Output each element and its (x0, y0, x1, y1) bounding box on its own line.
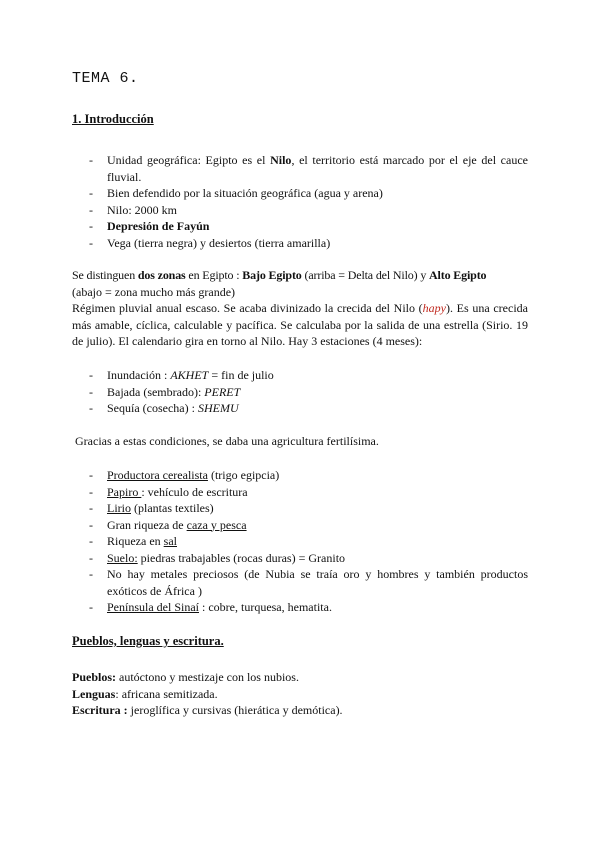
dash-bullet: - (89, 235, 93, 250)
dash-bullet: - (89, 501, 93, 515)
dash-bullet: - (89, 153, 93, 167)
dash-bullet: - (89, 368, 93, 382)
list-item: - Vega (tierra negra) y desiertos (tierra amarilla) (89, 235, 331, 250)
dash-bullet: - (89, 202, 93, 217)
list-item: - Depresión de Fayún (89, 219, 210, 233)
nile-paragraph: Régimen pluvial anual escaso. Se acaba divinizado la crecida del Nilo (hapy). Es una crecida más amable, cíclica, calculable y pacífica. Se calculaba por la salida de una estrella (Sirio. 19 de julio). El calendario gira en torno al Nilo. Hay 3 estaciones (4 meses): (72, 301, 528, 348)
zones-paragraph: Se distinguen dos zonas en Egipto : Bajo Egipto (arriba = Delta del Nilo) y Alto Egipto (abajo = zona mucho más grande) (72, 268, 487, 299)
list-item: - Inundación : AKHET = fin de julio (89, 368, 274, 382)
dash-bullet: - (89, 517, 93, 532)
dash-bullet: - (89, 219, 93, 233)
list-item: - Riqueza en sal (89, 534, 177, 548)
dash-bullet: - (89, 401, 93, 415)
dash-bullet: - (89, 186, 93, 200)
dash-bullet: - (89, 484, 93, 499)
geography-list (72, 152, 528, 251)
list-item: - No hay metales preciosos (de Nubia se traía oro y hombres y también productos exóticos de África ) (89, 567, 528, 598)
dash-bullet: - (89, 384, 93, 399)
list-item: - Papiro : vehículo de escritura (89, 484, 248, 499)
page-title: TEMA 6. (72, 70, 139, 87)
lenguas-line: Lenguas: africana semitizada. (72, 686, 218, 701)
seasons-list (72, 367, 528, 417)
hapy-term: hapy (422, 301, 446, 315)
dash-bullet: - (89, 534, 93, 548)
pueblos-line: Pueblos: autóctono y mestizaje con los nubios. (72, 670, 299, 684)
list-item: - Bajada (sembrado): PERET (89, 384, 241, 399)
resources-list (72, 467, 528, 616)
escritura-line: Escritura : jeroglífica y cursivas (hierática y demótica). (72, 703, 343, 717)
list-item: - Nilo: 2000 km (89, 202, 178, 217)
section-heading-introduccion: 1. Introducción (72, 112, 154, 126)
list-item: - Sequía (cosecha) : SHEMU (89, 401, 239, 415)
dash-bullet: - (89, 550, 93, 565)
list-item: - Productora cerealista (trigo egipcia) (89, 468, 280, 482)
dash-bullet: - (89, 600, 93, 614)
dash-bullet: - (89, 468, 93, 482)
list-item: - Bien defendido por la situación geográfica (agua y arena) (89, 186, 383, 200)
agriculture-paragraph: Gracias a estas condiciones, se daba una agricultura fertilísima. (75, 434, 379, 448)
list-item: - Lirio (plantas textiles) (89, 501, 214, 515)
list-item: - Gran riqueza de caza y pesca (89, 517, 247, 532)
peoples-block (72, 669, 528, 719)
dash-bullet: - (89, 567, 93, 581)
list-item: - Suelo: piedras trabajables (rocas duras) = Granito (89, 550, 346, 565)
section-heading-pueblos: Pueblos, lenguas y escritura. (72, 634, 224, 648)
list-item: - Unidad geográfica: Egipto es el Nilo, el territorio está marcado por el eje del cauce fluvial. (89, 153, 528, 184)
list-item: - Península del Sinaí : cobre, turquesa, hematita. (89, 600, 332, 614)
